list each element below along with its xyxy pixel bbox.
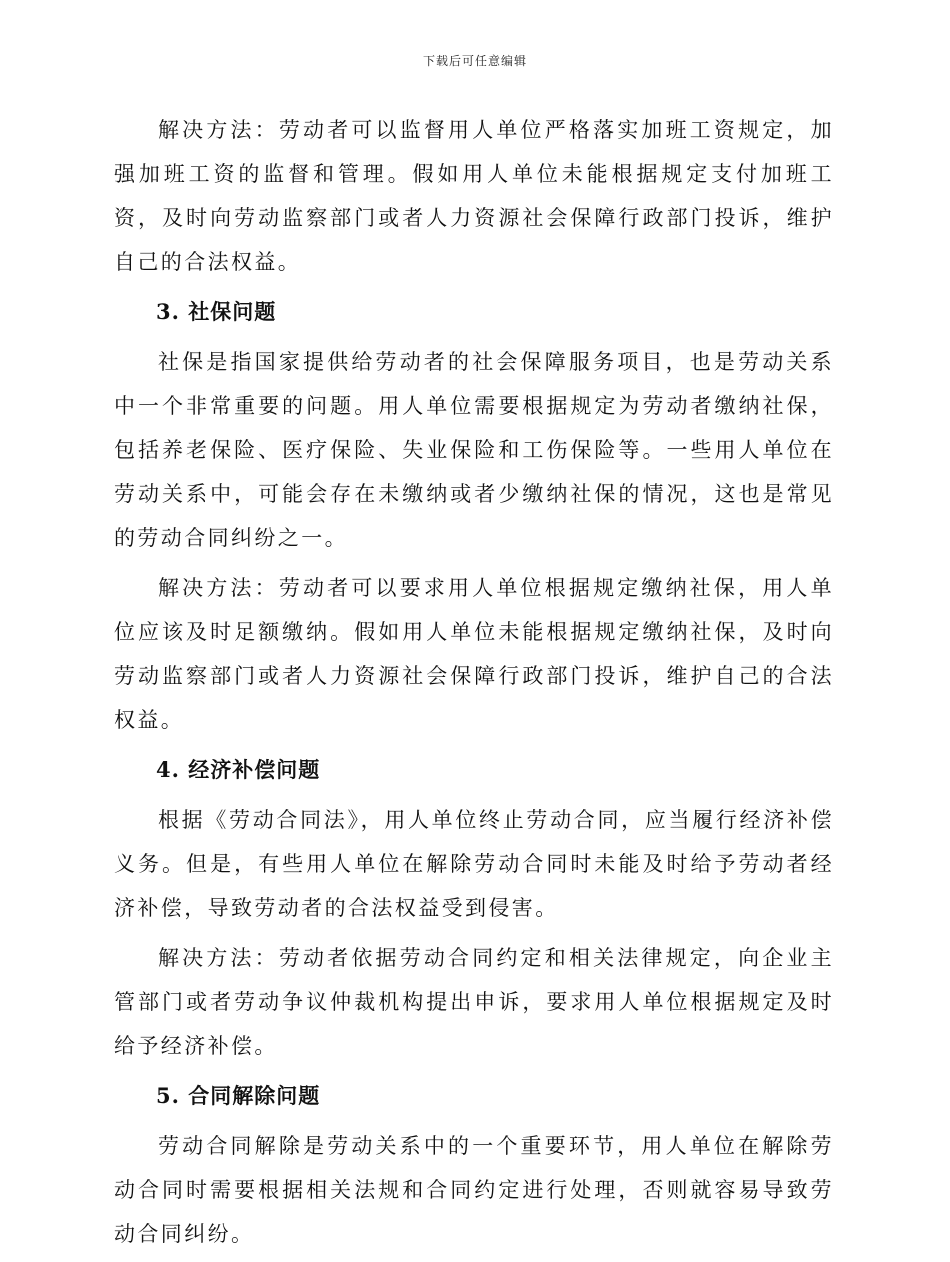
heading-social-insurance: 3. 社保问题 bbox=[156, 299, 277, 324]
paragraph-social-insurance-solution: 解决方法：劳动者可以要求用人单位根据规定缴纳社保，用人单位应该及时足额缴纳。假如用人单位未能根据规定缴纳社保，及时向劳动监察部门或者人力资源社会保障行政部门投诉，维护自己的合法权益。 bbox=[114, 576, 834, 732]
page-header: 下载后可任意编辑 bbox=[422, 54, 527, 68]
paragraph-contract-termination: 劳动合同解除是劳动关系中的一个重要环节，用人单位在解除劳动合同时需要根据相关法规和合同约定进行处理，否则就容易导致劳动合同纠纷。 bbox=[114, 1134, 834, 1246]
paragraph-economic-compensation: 根据《劳动合同法》，用人单位终止劳动合同，应当履行经济补偿义务。但是，有些用人单位在解除劳动合同时未能及时给予劳动者经济补偿，导致劳动者的合法权益受到侵害。 bbox=[114, 808, 834, 920]
document-body bbox=[114, 108, 834, 1262]
paragraph-economic-compensation-solution: 解决方法：劳动者依据劳动合同约定和相关法律规定，向企业主管部门或者劳动争议仲裁机构提出申诉，要求用人单位根据规定及时给予经济补偿。 bbox=[114, 946, 834, 1058]
heading-economic-compensation: 4. 经济补偿问题 bbox=[156, 757, 321, 782]
heading-contract-termination: 5. 合同解除问题 bbox=[156, 1083, 321, 1108]
paragraph-overtime-solution: 解决方法：劳动者可以监督用人单位严格落实加班工资规定，加强加班工资的监督和管理。假如用人单位未能根据规定支付加班工资，及时向劳动监察部门或者人力资源社会保障行政部门投诉，维护自己的合法权益。 bbox=[114, 118, 834, 274]
paragraph-social-insurance: 社保是指国家提供给劳动者的社会保障服务项目，也是劳动关系中一个非常重要的问题。用人单位需要根据规定为劳动者缴纳社保，包括养老保险、医疗保险、失业保险和工伤保险等。一些用人单位在劳动关系中，可能会存在未缴纳或者少缴纳社保的情况，这也是常见的劳动合同纠纷之一。 bbox=[114, 350, 834, 550]
